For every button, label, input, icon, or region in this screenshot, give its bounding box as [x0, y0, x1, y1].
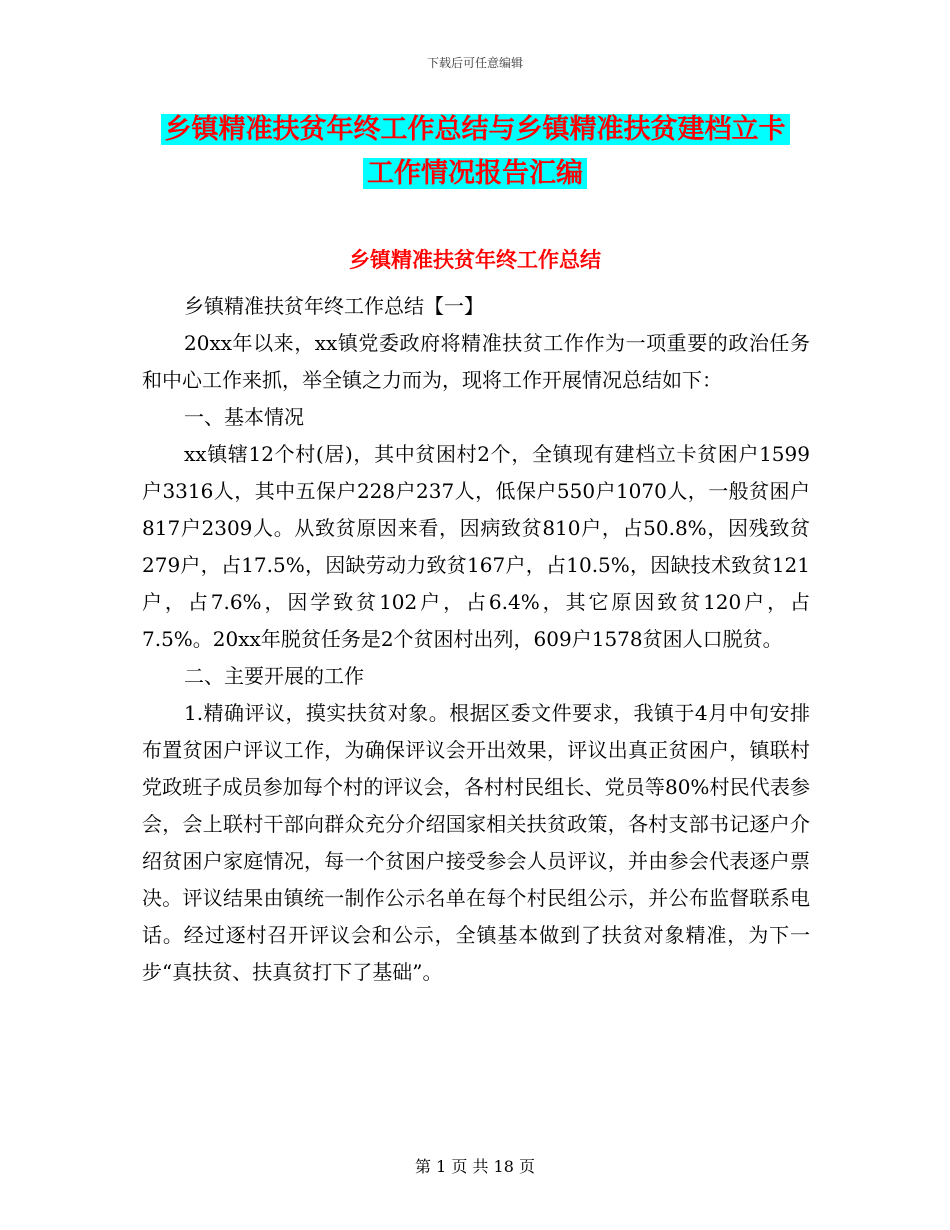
header-note: 下载后可任意编辑 [426, 56, 523, 70]
paragraph-evaluation: 1.精确评议，摸实扶贫对象。根据区委文件要求，我镇于4月中旬安排布置贫困户评议工作，为确保评议会开出效果，评议出真正贫困户，镇联村党政班子成员参加每个村的评议会，各村村民组长、党员等80%村民代表参会，会上联村干部向群众充分介绍国家相关扶贫政策，各村支部书记逐户介绍贫困户家庭情况，每一个贫困户接受参会人员评议，并由参会代表逐户票决。评议结果由镇统一制作公示名单在每个村民组公示，并公布监督联系电话。经过逐村召开评议会和公示，全镇基本做到了扶贫对象精准，为下一步“真扶贫、扶真贫打下了基础”。 [142, 701, 810, 984]
document-title-line-2 [0, 150, 950, 198]
paragraph-heading-work: 二、主要开展的工作 [184, 664, 364, 688]
paragraph-basic-situation: xx镇辖12个村(居)，其中贫困村2个，全镇现有建档立卡贫困户1599户3316人，其中五保户228户237人，低保户550户1070人，一般贫困户817户2309人。从致贫原因来看，因病致贫810户，占50.8%，因残致贫279户，占17.5%，因缺劳动力致贫167户，占10.5%，因缺技术致贫121户，占7.6%，因学致贫102户，占6.4%，其它原因致贫120户，占7.5%。20xx年脱贫任务是2个贫困村出列，609户1578贫困人口脱贫。 [142, 442, 810, 651]
paragraph-intro: 20xx年以来，xx镇党委政府将精准扶贫工作作为一项重要的政治任务和中心工作来抓，举全镇之力而为，现将工作开展情况总结如下： [142, 331, 810, 392]
paragraph-heading-basic: 一、基本情况 [184, 405, 304, 429]
document-title-text-1: 乡镇精准扶贫年终工作总结与乡镇精准扶贫建档立卡 [161, 114, 790, 145]
document-title-text-2: 工作情况报告汇编 [363, 158, 587, 189]
paragraph-subtitle: 乡镇精准扶贫年终工作总结【一】 [184, 294, 484, 318]
document-title-line-1 [0, 106, 950, 154]
document-body [142, 288, 810, 991]
page-footer: 第 1 页 共 18 页 [415, 1157, 535, 1176]
section-title: 乡镇精准扶贫年终工作总结 [349, 248, 601, 272]
